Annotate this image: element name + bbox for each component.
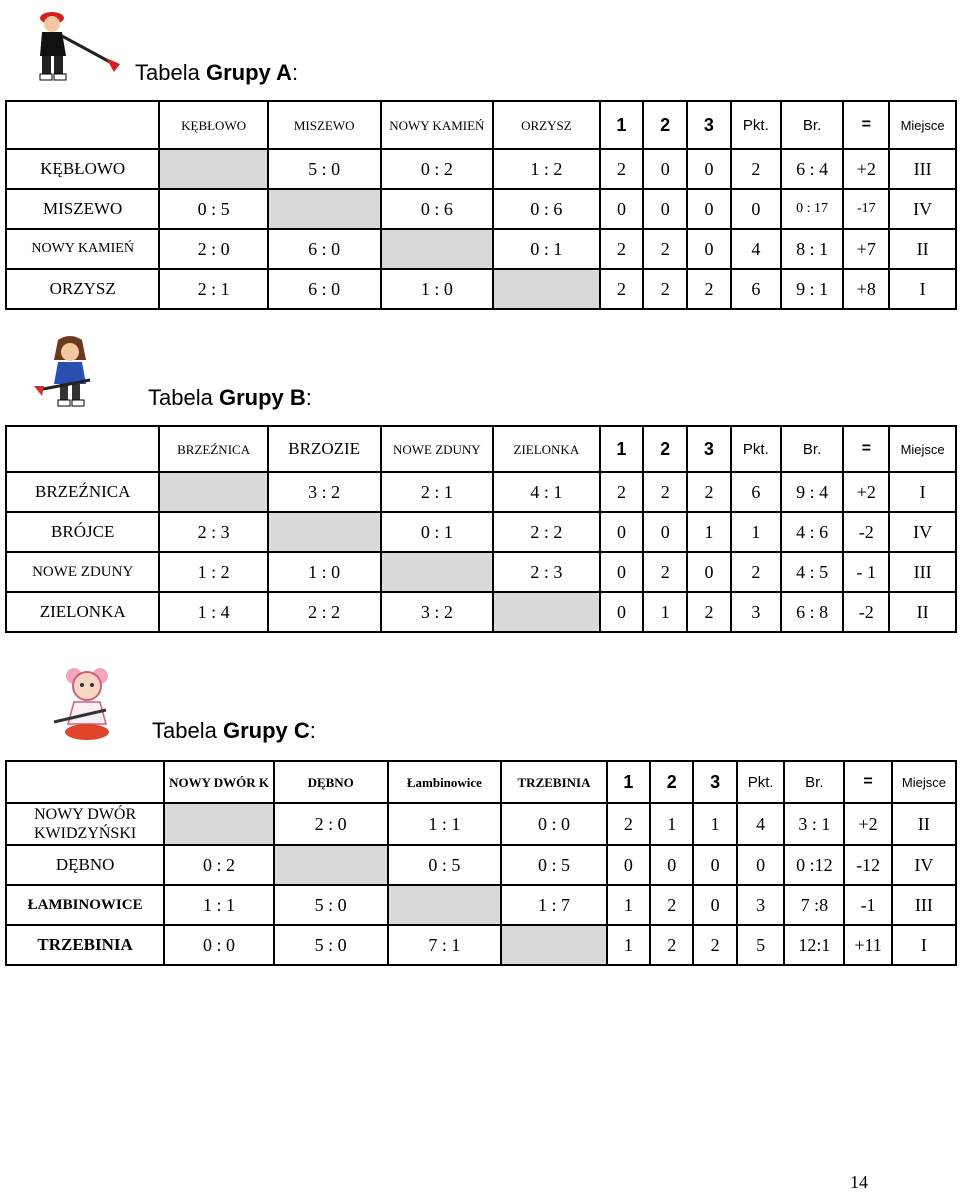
table-row [7, 593, 955, 631]
self-match-cell [382, 230, 493, 268]
score-cell: 0 : 2 [165, 846, 273, 884]
score-cell: 2 : 0 [275, 804, 387, 844]
score-cell: 1 : 1 [165, 886, 273, 924]
score-cell: 4 : 1 [494, 473, 598, 511]
goal-difference: - 1 [844, 553, 888, 591]
match-3-points: 0 [694, 886, 735, 924]
match-3-points: 0 [694, 846, 735, 884]
header-corner [7, 102, 158, 148]
place: II [890, 230, 955, 268]
page-number: 14 [850, 1172, 868, 1192]
match-2-points: 0 [651, 846, 692, 884]
match-2-points: 0 [644, 513, 686, 551]
header-team: TRZEBINIA [502, 762, 605, 802]
match-3-points: 2 [688, 473, 730, 511]
header-difference: = [844, 102, 888, 148]
score-cell: 6 : 0 [269, 230, 380, 268]
row-team-name: BRÓJCE [7, 513, 158, 551]
table-header-row [7, 102, 955, 148]
total-points: 5 [738, 926, 784, 964]
match-1-points: 2 [601, 230, 643, 268]
header-match-1: 1 [601, 427, 643, 471]
match-2-points: 1 [651, 804, 692, 844]
table-row [7, 473, 955, 511]
header-team: BRZOZIE [269, 427, 380, 471]
total-points: 2 [732, 553, 780, 591]
group-a-table [5, 100, 957, 310]
header-place: Miejsce [890, 427, 955, 471]
table-header-row [7, 427, 955, 471]
goals: 8 : 1 [782, 230, 843, 268]
header-corner [7, 427, 158, 471]
header-points: Pkt. [738, 762, 784, 802]
self-match-cell [160, 473, 266, 511]
place: II [890, 593, 955, 631]
table-row [7, 886, 955, 924]
place: I [890, 270, 955, 308]
place: I [890, 473, 955, 511]
score-cell: 0 : 1 [494, 230, 598, 268]
header-team: NOWE ZDUNY [382, 427, 493, 471]
header-difference: = [845, 762, 891, 802]
goal-difference: +7 [844, 230, 888, 268]
row-team-name: BRZEŹNICA [7, 473, 158, 511]
goals: 12:1 [785, 926, 843, 964]
header-match-2: 2 [644, 427, 686, 471]
score-cell: 0 : 5 [160, 190, 266, 228]
place: II [893, 804, 955, 844]
score-cell: 2 : 3 [494, 553, 598, 591]
score-cell: 2 : 1 [160, 270, 266, 308]
table-header-row [7, 762, 955, 802]
header-team: KĘBŁOWO [160, 102, 266, 148]
header-place: Miejsce [890, 102, 955, 148]
score-cell: 0 : 5 [389, 846, 501, 884]
score-cell: 3 : 2 [382, 593, 493, 631]
header-match-1: 1 [601, 102, 643, 148]
self-match-cell [494, 270, 598, 308]
match-3-points: 2 [694, 926, 735, 964]
goals: 0 : 17 [782, 190, 843, 228]
header-team: ZIELONKA [494, 427, 598, 471]
match-1-points: 1 [608, 926, 649, 964]
match-1-points: 1 [608, 886, 649, 924]
header-points: Pkt. [732, 102, 780, 148]
goal-difference: -2 [844, 513, 888, 551]
score-cell: 6 : 0 [269, 270, 380, 308]
row-team-name: DĘBNO [7, 846, 163, 884]
match-2-points: 2 [651, 926, 692, 964]
match-2-points: 2 [651, 886, 692, 924]
header-corner [7, 762, 163, 802]
goal-difference: +2 [845, 804, 891, 844]
row-team-name: ZIELONKA [7, 593, 158, 631]
table-row [7, 230, 955, 268]
score-cell: 3 : 2 [269, 473, 380, 511]
goals: 4 : 5 [782, 553, 843, 591]
self-match-cell [494, 593, 598, 631]
total-points: 6 [732, 270, 780, 308]
match-3-points: 0 [688, 230, 730, 268]
group-a-title: Tabela Grupy A: [135, 60, 299, 85]
total-points: 1 [732, 513, 780, 551]
table-row [7, 926, 955, 964]
match-1-points: 2 [601, 270, 643, 308]
goal-difference: -17 [844, 190, 888, 228]
score-cell: 1 : 1 [389, 804, 501, 844]
place: III [890, 553, 955, 591]
match-1-points: 2 [601, 150, 643, 188]
table-row [7, 513, 955, 551]
header-team: BRZEŹNICA [160, 427, 266, 471]
table-row [7, 846, 955, 884]
goal-difference: +2 [844, 150, 888, 188]
table-row [7, 804, 955, 844]
floorball-player-boy-icon [30, 4, 122, 86]
header-match-2: 2 [644, 102, 686, 148]
match-3-points: 1 [694, 804, 735, 844]
self-match-cell [269, 190, 380, 228]
goals: 4 : 6 [782, 513, 843, 551]
score-cell: 2 : 2 [269, 593, 380, 631]
score-cell: 0 : 1 [382, 513, 493, 551]
group-c-title: Tabela Grupy C: [152, 718, 316, 743]
match-1-points: 0 [601, 513, 643, 551]
score-cell: 0 : 0 [502, 804, 605, 844]
score-cell: 2 : 1 [382, 473, 493, 511]
goal-difference: +8 [844, 270, 888, 308]
match-1-points: 0 [601, 593, 643, 631]
score-cell: 1 : 4 [160, 593, 266, 631]
total-points: 3 [732, 593, 780, 631]
match-3-points: 0 [688, 150, 730, 188]
goals: 3 : 1 [785, 804, 843, 844]
score-cell: 2 : 2 [494, 513, 598, 551]
match-3-points: 0 [688, 190, 730, 228]
score-cell: 0 : 6 [494, 190, 598, 228]
self-match-cell [269, 513, 380, 551]
match-2-points: 2 [644, 553, 686, 591]
self-match-cell [160, 150, 266, 188]
score-cell: 0 : 2 [382, 150, 493, 188]
score-cell: 5 : 0 [269, 150, 380, 188]
match-2-points: 2 [644, 473, 686, 511]
match-1-points: 2 [601, 473, 643, 511]
goal-difference: -1 [845, 886, 891, 924]
table-row [7, 270, 955, 308]
score-cell: 5 : 0 [275, 926, 387, 964]
header-team: NOWY KAMIEŃ [382, 102, 493, 148]
score-cell: 2 : 3 [160, 513, 266, 551]
match-1-points: 0 [608, 846, 649, 884]
goal-difference: +2 [844, 473, 888, 511]
score-cell: 0 : 6 [382, 190, 493, 228]
row-team-name: MISZEWO [7, 190, 158, 228]
place: IV [890, 190, 955, 228]
match-2-points: 1 [644, 593, 686, 631]
goal-difference: +11 [845, 926, 891, 964]
match-2-points: 0 [644, 190, 686, 228]
total-points: 4 [732, 230, 780, 268]
header-team: NOWY DWÓR K [165, 762, 273, 802]
row-team-name: ORZYSZ [7, 270, 158, 308]
header-match-3: 3 [688, 102, 730, 148]
self-match-cell [275, 846, 387, 884]
total-points: 6 [732, 473, 780, 511]
score-cell: 1 : 0 [269, 553, 380, 591]
table-row [7, 190, 955, 228]
score-cell: 1 : 2 [160, 553, 266, 591]
goal-difference: -12 [845, 846, 891, 884]
match-2-points: 2 [644, 270, 686, 308]
row-team-name: ŁAMBINOWICE [7, 886, 163, 924]
score-cell: 7 : 1 [389, 926, 501, 964]
self-match-cell [165, 804, 273, 844]
score-cell: 1 : 2 [494, 150, 598, 188]
header-match-3: 3 [694, 762, 735, 802]
header-goals: Br. [785, 762, 843, 802]
total-points: 2 [732, 150, 780, 188]
score-cell: 0 : 5 [502, 846, 605, 884]
place: IV [893, 846, 955, 884]
goals: 7 :8 [785, 886, 843, 924]
header-difference: = [844, 427, 888, 471]
table-row [7, 553, 955, 591]
match-2-points: 2 [644, 230, 686, 268]
row-team-name: NOWY DWÓR KWIDZYŃSKI [7, 804, 163, 844]
row-team-name: NOWY KAMIEŃ [7, 230, 158, 268]
place: III [893, 886, 955, 924]
match-2-points: 0 [644, 150, 686, 188]
total-points: 4 [738, 804, 784, 844]
match-1-points: 0 [601, 190, 643, 228]
header-match-3: 3 [688, 427, 730, 471]
header-goals: Br. [782, 427, 843, 471]
match-3-points: 2 [688, 270, 730, 308]
header-team: MISZEWO [269, 102, 380, 148]
total-points: 0 [732, 190, 780, 228]
header-team: Łambinowice [389, 762, 501, 802]
score-cell: 5 : 0 [275, 886, 387, 924]
table-row [7, 150, 955, 188]
goals: 6 : 4 [782, 150, 843, 188]
goals: 0 :12 [785, 846, 843, 884]
group-c-table [5, 760, 957, 966]
self-match-cell [382, 553, 493, 591]
goals: 9 : 4 [782, 473, 843, 511]
row-team-name: KĘBŁOWO [7, 150, 158, 188]
goal-difference: -2 [844, 593, 888, 631]
header-goals: Br. [782, 102, 843, 148]
place: I [893, 926, 955, 964]
floorball-player-girl-pink-icon [48, 662, 126, 746]
score-cell: 1 : 7 [502, 886, 605, 924]
self-match-cell [502, 926, 605, 964]
row-team-name: NOWE ZDUNY [7, 553, 158, 591]
floorball-player-girl-icon [30, 334, 110, 416]
score-cell: 1 : 0 [382, 270, 493, 308]
header-match-1: 1 [608, 762, 649, 802]
self-match-cell [389, 886, 501, 924]
place: IV [890, 513, 955, 551]
place: III [890, 150, 955, 188]
header-match-2: 2 [651, 762, 692, 802]
header-team: DĘBNO [275, 762, 387, 802]
header-place: Miejsce [893, 762, 955, 802]
total-points: 3 [738, 886, 784, 924]
goals: 6 : 8 [782, 593, 843, 631]
match-3-points: 1 [688, 513, 730, 551]
score-cell: 0 : 0 [165, 926, 273, 964]
row-team-name: TRZEBINIA [7, 926, 163, 964]
group-b-table [5, 425, 957, 633]
total-points: 0 [738, 846, 784, 884]
group-b-title: Tabela Grupy B: [148, 385, 312, 410]
header-points: Pkt. [732, 427, 780, 471]
match-3-points: 2 [688, 593, 730, 631]
goals: 9 : 1 [782, 270, 843, 308]
match-1-points: 0 [601, 553, 643, 591]
header-team: ORZYSZ [494, 102, 598, 148]
score-cell: 2 : 0 [160, 230, 266, 268]
match-3-points: 0 [688, 553, 730, 591]
match-1-points: 2 [608, 804, 649, 844]
